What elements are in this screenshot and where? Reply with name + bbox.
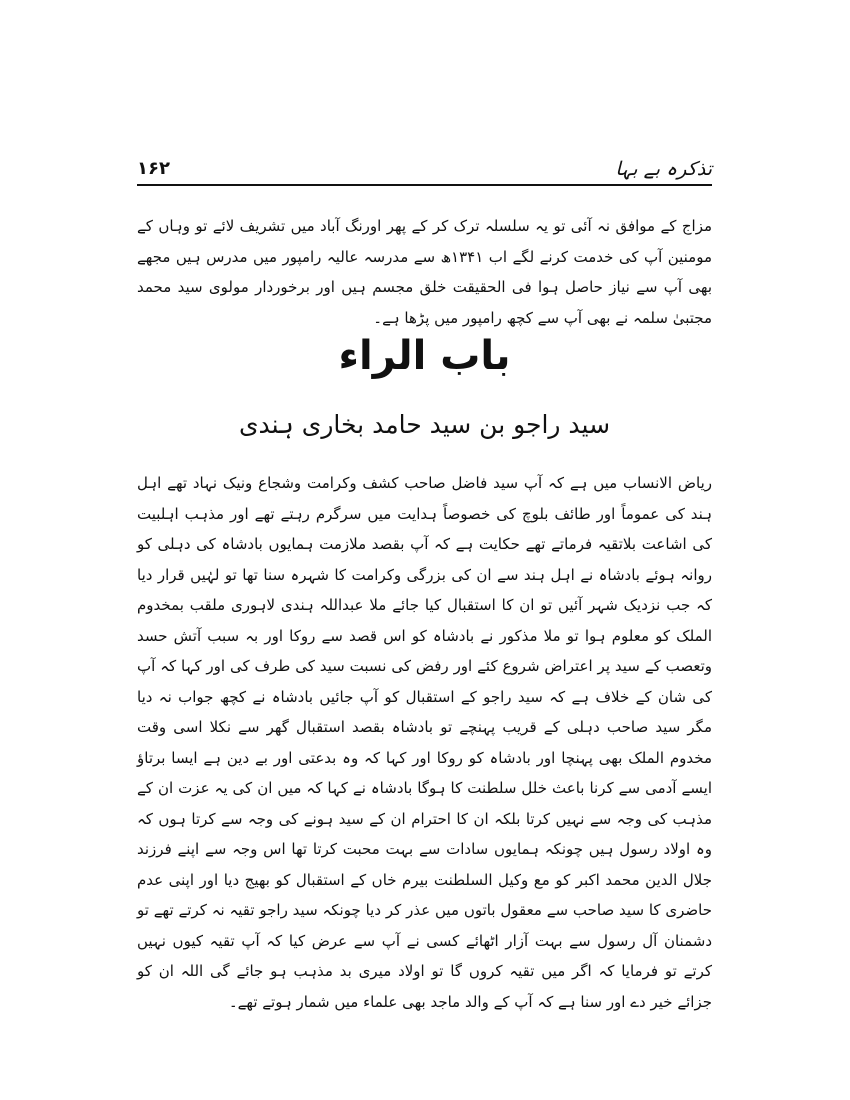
header-rule [137,184,712,186]
chapter-heading: باب الراء [338,333,511,379]
person-heading: سید راجو بن سید حامد بخاری ہندی [238,410,611,439]
main-paragraph: ریاض الانساب میں ہے کہ آپ سید فاضل صاحب کشف وکرامت وشجاع ونیک نہاد تھے اہل ہند کی عموماً اور طائف بلوچ کی خصوصاً ہدایت میں سرگرم رہتے تھے اور مذہب اہلبیت کی اشاعت بلاتقیہ فرماتے تھے حکایت ہے کہ آپ بقصد ملازمت ہمایوں بادشاہ کی دہلی کو روانہ ہوئے بادشاہ نے اہل ہند سے ان کی بزرگی وکرامت کا شہرہ سنا تھا تو لہٰیں قرار دیا کہ جب نزدیک شہر آئیں تو ان کا استقبال کیا جائے ملا عبداللہ ہندی لاہوری ملقب بمخدوم الملک کو معلوم ہوا تو ملا مذکور نے بادشاہ کو اس قصد سے روکا اور بہ سبب آتش حسد وتعصب کے سید پر اعتراض شروع کئے اور رفض کی نسبت سید کی طرف کی اور کہا کہ آپ کی شان کے خلاف ہے کہ سید راجو کے استقبال کو آپ جائیں بادشاہ نے کچھ جواب نہ دیا مگر سید صاحب دہلی کے قریب پہنچے تو بادشاہ بقصد استقبال گھر سے نکلا اسی وقت مخدوم الملک بھی پہنچا اور بادشاہ کو روکا اور کہا کہ وہ بدعتی اور بے دین ہے ایسا برتاؤ ایسے آدمی سے کرنا باعث خلل سلطنت کا ہوگا بادشاہ نے کہا کہ میں ان کی یہ عزت ان کے مذہب کی وجہ سے نہیں کرتا بلکہ ان کا احترام ان کے سید ہونے کی وجہ سے کرتا ہوں کہ وہ اولاد رسول ہیں چونکہ ہمایوں سادات سے بہت محبت کرتا تھا اس وجہ سے اپنے فرزند جلال الدین محمد اکبر کو مع وکیل السلطنت بیرم خاں کے استقبال کو بھیج دیا اور اپنی عدم حاضری کا سید صاحب سے معقول باتوں میں عذر کر دیا چونکہ سید راجو تقیہ نہ کرتے تھے تو دشمنان آل رسول سے بہت آزار اٹھائے کسی نے آپ سے عرض کیا کہ آپ تقیہ کیوں نہیں کرتے تو فرمایا کہ اگر میں تقیہ کروں گا تو اولاد میری بد مذہب ہو جائے گی اللہ ان کو جزائے خیر دے اور سنا ہے کہ آپ کے والد ماجد بھی علماء میں شمار ہوتے تھے۔ [137,474,712,1011]
book-title: تذکرہ بے بہا [615,158,712,180]
running-header [137,152,712,186]
page-number: ۱۶۲ [137,158,170,179]
intro-paragraph: مزاج کے موافق نہ آئی تو یہ سلسلہ ترک کر کے پھر اورنگ آباد میں تشریف لائے تو وہاں کے مومنین آپ کی خدمت کرنے لگے اب ۱۳۴۱ھ سے مدرسہ عالیہ رامپور میں مدرس ہیں مجھے بھی آپ سے نیاز حاصل ہوا فی الحقیقت خلق مجسم ہیں اور برخوردار مولوی سید محمد مجتبیٰ سلمہ نے بھی آپ سے کچھ رامپور میں پڑھا ہے۔ [137,217,712,327]
